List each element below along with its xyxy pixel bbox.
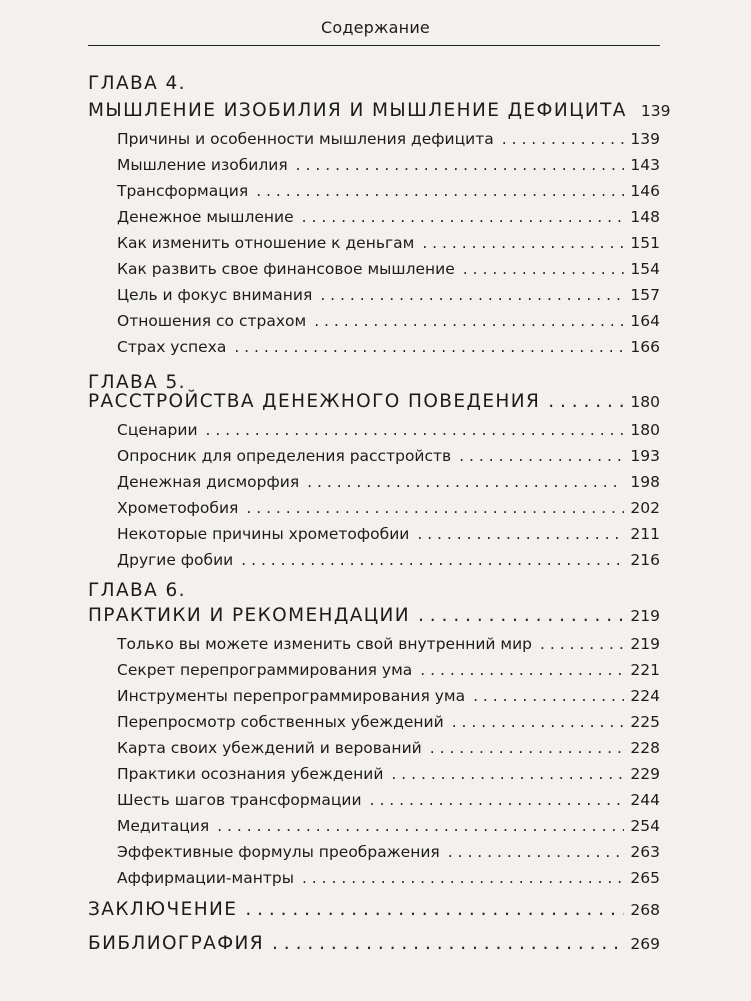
dot-leader <box>418 602 624 630</box>
toc-entry[interactable] <box>117 125 660 153</box>
toc-entry[interactable] <box>117 786 660 814</box>
dot-leader <box>417 520 624 548</box>
page-number: 139 <box>640 102 671 120</box>
toc-entry[interactable] <box>117 177 660 205</box>
toc-entry[interactable] <box>117 734 660 762</box>
toc-entry[interactable] <box>117 630 660 658</box>
toc-entry[interactable] <box>117 203 660 231</box>
dot-leader <box>246 494 624 522</box>
page-number: 154 <box>630 260 660 278</box>
page-number: 143 <box>630 156 660 174</box>
entry-title: Хрометофобия <box>117 499 239 517</box>
bibliography-title: БИБЛИОГРАФИЯ <box>88 933 265 954</box>
toc-entry[interactable] <box>117 656 660 684</box>
dot-leader <box>391 760 624 788</box>
page-number: 229 <box>630 765 660 783</box>
entry-title: Трансформация <box>117 182 249 200</box>
page-number: 244 <box>630 791 660 809</box>
entry-title: Карта своих убеждений и верований <box>117 739 422 757</box>
page-number: 148 <box>630 208 660 226</box>
chapter-5-label: ГЛАВА 5. <box>88 372 186 393</box>
page-number: 180 <box>630 421 660 439</box>
entry-title: Медитация <box>117 817 210 835</box>
page-number: 263 <box>630 843 660 861</box>
entry-title: Как развить свое финансовое мышление <box>117 260 455 278</box>
toc-entry[interactable] <box>117 333 660 361</box>
toc-entry[interactable] <box>117 151 660 179</box>
page-number: 221 <box>630 661 660 679</box>
page-number: 254 <box>630 817 660 835</box>
chapter-title: РАССТРОЙСТВА ДЕНЕЖНОГО ПОВЕДЕНИЯ <box>88 391 541 412</box>
page-number: 224 <box>630 687 660 705</box>
dot-leader <box>302 864 624 892</box>
chapter-6-label: ГЛАВА 6. <box>88 580 186 601</box>
page-number: 166 <box>630 338 660 356</box>
chapter-title: ПРАКТИКИ И РЕКОМЕНДАЦИИ <box>88 605 411 626</box>
dot-leader <box>452 708 625 736</box>
dot-leader <box>320 281 624 309</box>
dot-leader <box>256 177 624 205</box>
conclusion-title: ЗАКЛЮЧЕНИЕ <box>88 899 238 920</box>
dot-leader <box>307 468 624 496</box>
toc-entry[interactable] <box>117 307 660 335</box>
dot-leader <box>463 255 625 283</box>
bibliography-row[interactable] <box>88 930 660 958</box>
entry-title: Как изменить отношение к деньгам <box>117 234 415 252</box>
dot-leader <box>430 734 625 762</box>
entry-title: Инструменты перепрограммирования ума <box>117 687 466 705</box>
dot-leader <box>420 656 624 684</box>
page-number: 268 <box>630 901 660 919</box>
dot-leader <box>206 416 625 444</box>
dot-leader <box>459 442 624 470</box>
dot-leader <box>502 125 625 153</box>
toc-entry[interactable] <box>117 468 660 496</box>
dot-leader <box>540 630 624 658</box>
page-number: 164 <box>630 312 660 330</box>
dot-leader <box>217 812 624 840</box>
page-number: 219 <box>630 607 660 625</box>
entry-title: Страх успеха <box>117 338 227 356</box>
entry-title: Опросник для определения расстройств <box>117 447 452 465</box>
toc-entry[interactable] <box>117 812 660 840</box>
toc-entry[interactable] <box>117 281 660 309</box>
page-number: 216 <box>630 551 660 569</box>
dot-leader <box>272 930 624 958</box>
toc-entry[interactable] <box>117 760 660 788</box>
dot-leader <box>241 546 624 574</box>
entry-title: Денежное мышление <box>117 208 294 226</box>
entry-title: Секрет перепрограммирования ума <box>117 661 413 679</box>
running-head: Содержание <box>321 18 430 37</box>
page-number: 139 <box>630 130 660 148</box>
entry-title: Практики осознания убеждений <box>117 765 384 783</box>
toc-entry[interactable] <box>117 494 660 522</box>
toc-entry[interactable] <box>117 838 660 866</box>
toc-entry[interactable] <box>117 416 660 444</box>
entry-title: Перепросмотр собственных убеждений <box>117 713 444 731</box>
entry-title: Другие фобии <box>117 551 234 569</box>
entry-title: Причины и особенности мышления дефицита <box>117 130 494 148</box>
entry-title: Эффективные формулы преображения <box>117 843 440 861</box>
dot-leader <box>296 151 625 179</box>
dot-leader <box>473 682 624 710</box>
dot-leader <box>234 333 624 361</box>
page-number: 228 <box>630 739 660 757</box>
entry-title: Сценарии <box>117 421 198 439</box>
page-number: 151 <box>630 234 660 252</box>
toc-entry[interactable] <box>117 708 660 736</box>
entry-title: Цель и фокус внимания <box>117 286 313 304</box>
chapter-5-title-row[interactable] <box>88 388 660 416</box>
entry-title: Отношения со страхом <box>117 312 307 330</box>
dot-leader <box>422 229 624 257</box>
page-number: 219 <box>630 635 660 653</box>
page-number: 193 <box>630 447 660 465</box>
toc-entry[interactable] <box>117 255 660 283</box>
page-number: 225 <box>630 713 660 731</box>
toc-entry[interactable] <box>117 442 660 470</box>
chapter-6-title-row[interactable] <box>88 602 660 630</box>
toc-entry[interactable] <box>117 546 660 574</box>
dot-leader <box>370 786 625 814</box>
dot-leader <box>448 838 625 866</box>
toc-entry[interactable] <box>117 682 660 710</box>
page-number: 198 <box>630 473 660 491</box>
page-number: 202 <box>630 499 660 517</box>
entry-title: Шесть шагов трансформации <box>117 791 362 809</box>
entry-title: Аффирмации-мантры <box>117 869 294 887</box>
entry-title: Некоторые причины хрометофобии <box>117 525 410 543</box>
toc-entry[interactable] <box>117 229 660 257</box>
dot-leader <box>314 307 624 335</box>
dot-leader <box>245 896 624 924</box>
dot-leader <box>302 203 625 231</box>
chapter-4-title-row[interactable] <box>88 97 671 125</box>
toc-entry[interactable] <box>117 520 660 548</box>
dot-leader <box>548 388 624 416</box>
entry-title: Мышление изобилия <box>117 156 288 174</box>
toc-entry[interactable] <box>117 864 660 892</box>
page-number: 265 <box>630 869 660 887</box>
chapter-title: МЫШЛЕНИЕ ИЗОБИЛИЯ И МЫШЛЕНИЕ ДЕФИЦИТА <box>88 100 627 121</box>
entry-title: Только вы можете изменить свой внутренний мир <box>117 635 533 653</box>
page-number: 180 <box>630 393 660 411</box>
chapter-4-label: ГЛАВА 4. <box>88 73 186 94</box>
page-number: 269 <box>630 935 660 953</box>
page-number: 146 <box>630 182 660 200</box>
entry-title: Денежная дисморфия <box>117 473 300 491</box>
page-number: 211 <box>630 525 660 543</box>
page-number: 157 <box>630 286 660 304</box>
conclusion-row[interactable] <box>88 896 660 924</box>
